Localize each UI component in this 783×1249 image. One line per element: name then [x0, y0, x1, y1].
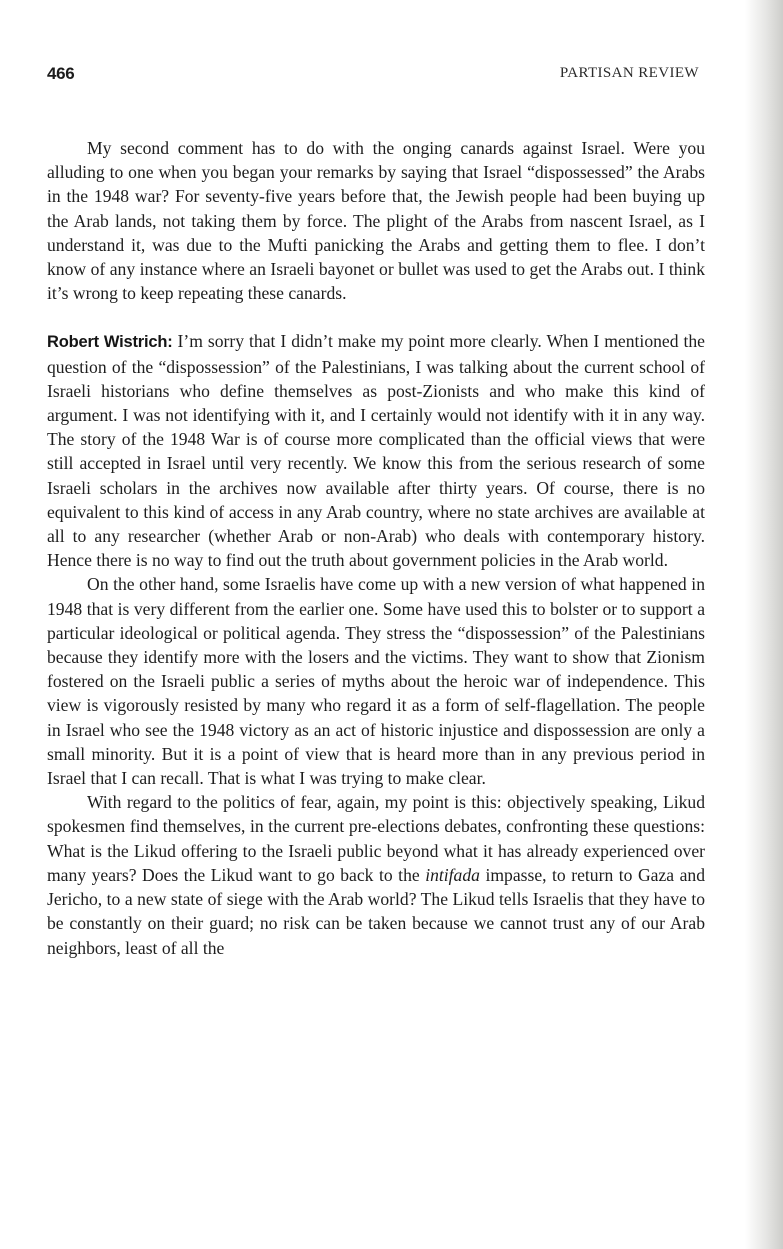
page-edge-shadow	[745, 0, 783, 1249]
running-head: PARTISAN REVIEW	[559, 65, 699, 81]
body-text	[47, 136, 705, 960]
politics-text-end: impasse, to return to Gaza and Jericho, to a new state of siege with the Arab world? The Likud tells Israelis that they have to be constantly on their guard; no risk can be taken because we cannot trust any of our Arab neighbors, least of all the	[47, 864, 705, 958]
paragraph-other-hand: On the other hand, some Israelis have come up with a new version of what happened in 1948 that is very different from the earlier one. Some have used this to bolster or to support a particular ideological or political agenda. They stress the “dispossession” of the Palestinians because they identify more with the losers and the victims. They want to show that Zionism fostered on the Israeli public a series of myths about the heroic war of independence. This view is vigorously resisted by many who regard it as a form of self-flagellation. The people in Israel who see the 1948 victory as an act of historic injustice and dispossession are only a small minority. But it is a point of view that is heard more than in any previous period in Israel that I can recall. That is what I was trying to make clear.	[47, 574, 705, 789]
page-header	[47, 64, 699, 86]
intifada-italic: intifada	[425, 864, 480, 885]
paragraph-response	[47, 329, 705, 572]
paragraph-question: My second comment has to do with the onging canards against Israel. Were you alluding to one when you began your remarks by saying that Israel “dispossessed” the Arabs in the 1948 war? For seventy-five years before that, the Jewish people had been buying up the Arab lands, not taking them by force. The plight of the Arabs from nascent Israel, as I understand it, was due to the Mufti panicking the Arabs and getting them to flee. I don’t know of any instance where an Israeli bayonet or bullet was used to get the Arabs out. I think it’s wrong to keep repeating these canards.	[47, 138, 705, 304]
politics-text-start: With regard to the politics of fear, again, my point is this: objectively speaking, Likud spokesmen find themselves, in the current pre-elections debates, confronting these questions: What is the Likud offering to the Israeli public beyond what it has already experienced over many years? Does the Likud want to go back to the	[47, 792, 705, 885]
response-text: I’m sorry that I didn’t make my point more clearly. When I mentioned the question of the “dispossession” of the Palestinians, I was talking about the current school of Israeli historians who define themselves as post-Zionists and who make this kind of argument. I was not identifying with it, and I certainly would not identify with it in any way. The story of the 1948 War is of course more complicated than the official views that were still accepted in Israel until very recently. We know this from the serious research of some Israeli scholars in the archives now available after thirty years. Of course, there is no equivalent to this kind of access in any Arab country, where no state archives are available at all to any researcher (whether Arab or non-Arab) who deals with contemporary history. Hence there is no way to find out the truth about government policies in the Arab world.	[47, 331, 705, 571]
paragraph-politics-of-fear	[47, 790, 705, 959]
speaker-name: Robert Wistrich:	[47, 333, 173, 352]
page-number: 466	[47, 64, 75, 83]
